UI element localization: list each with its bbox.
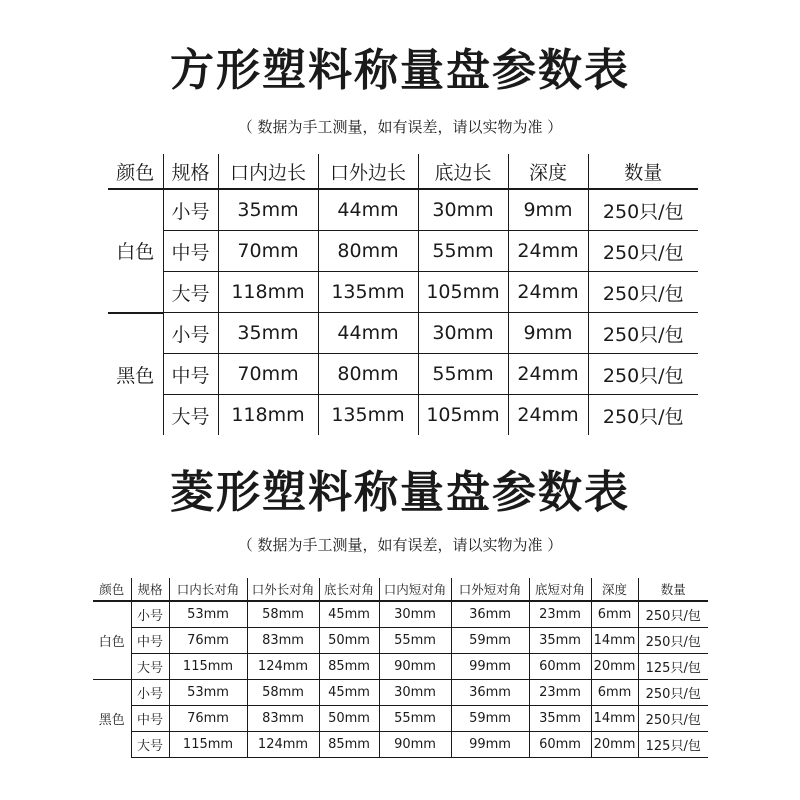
value-cell: 14mm	[591, 706, 638, 732]
value-cell: 80mm	[318, 354, 418, 395]
table-row	[93, 628, 708, 654]
size-cell: 小号	[131, 680, 169, 706]
value-cell: 14mm	[591, 628, 638, 654]
value-cell: 90mm	[379, 654, 451, 680]
value-cell: 250只/包	[638, 601, 708, 628]
value-cell: 115mm	[169, 654, 247, 680]
value-cell: 24mm	[508, 395, 588, 436]
color-group-cell: 黑色	[108, 313, 163, 436]
column-header: 数量	[638, 578, 708, 601]
value-cell: 30mm	[379, 680, 451, 706]
size-cell: 小号	[163, 313, 218, 354]
value-cell: 30mm	[418, 313, 508, 354]
table-row	[108, 395, 698, 436]
value-cell: 59mm	[451, 706, 529, 732]
value-cell: 135mm	[318, 272, 418, 313]
color-group-cell: 黑色	[93, 680, 131, 758]
value-cell: 83mm	[247, 628, 319, 654]
value-cell: 36mm	[451, 680, 529, 706]
color-group-cell: 白色	[108, 189, 163, 313]
diamond-tray-title: 菱形塑料称量盘参数表	[170, 467, 630, 518]
value-cell: 55mm	[379, 706, 451, 732]
column-header: 口外边长	[318, 154, 418, 189]
table-row	[93, 654, 708, 680]
value-cell: 250只/包	[588, 272, 698, 313]
diamond-tray-section	[0, 462, 800, 555]
value-cell: 60mm	[529, 654, 591, 680]
value-cell: 23mm	[529, 601, 591, 628]
value-cell: 6mm	[591, 601, 638, 628]
square-tray-section	[0, 40, 800, 137]
table-row	[93, 680, 708, 706]
table-row	[108, 313, 698, 354]
value-cell: 55mm	[418, 231, 508, 272]
value-cell: 55mm	[418, 354, 508, 395]
value-cell: 85mm	[319, 654, 379, 680]
column-header: 口外长对角	[247, 578, 319, 601]
value-cell: 135mm	[318, 395, 418, 436]
value-cell: 125只/包	[638, 654, 708, 680]
table-row	[93, 706, 708, 732]
table-header-row	[93, 578, 708, 601]
value-cell: 250只/包	[588, 189, 698, 231]
table-row	[108, 272, 698, 313]
table-row	[93, 732, 708, 758]
value-cell: 250只/包	[588, 231, 698, 272]
column-header: 口外短对角	[451, 578, 529, 601]
value-cell: 115mm	[169, 732, 247, 758]
size-cell: 中号	[163, 354, 218, 395]
column-header: 底短对角	[529, 578, 591, 601]
size-cell: 小号	[163, 189, 218, 231]
size-cell: 大号	[131, 732, 169, 758]
value-cell: 125只/包	[638, 732, 708, 758]
value-cell: 250只/包	[638, 680, 708, 706]
value-cell: 250只/包	[638, 706, 708, 732]
value-cell: 76mm	[169, 628, 247, 654]
value-cell: 80mm	[318, 231, 418, 272]
value-cell: 20mm	[591, 732, 638, 758]
table-row	[108, 354, 698, 395]
value-cell: 45mm	[319, 601, 379, 628]
column-header: 规格	[163, 154, 218, 189]
value-cell: 105mm	[418, 272, 508, 313]
size-cell: 大号	[131, 654, 169, 680]
value-cell: 58mm	[247, 680, 319, 706]
value-cell: 250只/包	[588, 313, 698, 354]
value-cell: 250只/包	[588, 395, 698, 436]
column-header: 数量	[588, 154, 698, 189]
color-group-cell: 白色	[93, 601, 131, 680]
value-cell: 53mm	[169, 680, 247, 706]
value-cell: 118mm	[218, 272, 318, 313]
value-cell: 105mm	[418, 395, 508, 436]
value-cell: 124mm	[247, 732, 319, 758]
value-cell: 99mm	[451, 732, 529, 758]
value-cell: 58mm	[247, 601, 319, 628]
size-cell: 中号	[131, 706, 169, 732]
column-header: 深度	[508, 154, 588, 189]
size-cell: 大号	[171, 405, 210, 428]
column-header: 底边长	[418, 154, 508, 189]
value-cell: 55mm	[379, 628, 451, 654]
size-cell: 中号	[163, 231, 218, 272]
value-cell: 70mm	[218, 231, 318, 272]
table-row	[108, 231, 698, 272]
value-cell: 23mm	[529, 680, 591, 706]
value-cell: 45mm	[319, 680, 379, 706]
table-header-row	[108, 154, 698, 189]
column-header: 深度	[591, 578, 638, 601]
column-header: 颜色	[108, 154, 163, 189]
value-cell: 59mm	[451, 628, 529, 654]
value-cell: 70mm	[218, 354, 318, 395]
size-cell: 中号	[131, 628, 169, 654]
value-cell: 6mm	[591, 680, 638, 706]
value-cell: 124mm	[247, 654, 319, 680]
diamond-measurement-note: （ 数据为手工测量，如有误差，请以实物为准 ）	[237, 536, 563, 554]
column-header: 规格	[131, 578, 169, 601]
column-header: 口内短对角	[379, 578, 451, 601]
value-cell: 83mm	[247, 706, 319, 732]
value-cell: 9mm	[508, 189, 588, 231]
size-cell: 大号	[163, 272, 218, 313]
value-cell: 24mm	[508, 231, 588, 272]
value-cell: 35mm	[529, 628, 591, 654]
value-cell: 35mm	[218, 189, 318, 231]
value-cell: 35mm	[529, 706, 591, 732]
value-cell: 30mm	[379, 601, 451, 628]
value-cell: 60mm	[529, 732, 591, 758]
column-header: 口内长对角	[169, 578, 247, 601]
value-cell: 99mm	[451, 654, 529, 680]
value-cell: 53mm	[169, 601, 247, 628]
value-cell: 24mm	[508, 272, 588, 313]
value-cell: 35mm	[218, 313, 318, 354]
value-cell: 118mm	[218, 395, 318, 436]
value-cell: 50mm	[319, 706, 379, 732]
value-cell: 36mm	[451, 601, 529, 628]
value-cell: 90mm	[379, 732, 451, 758]
value-cell: 250只/包	[638, 628, 708, 654]
column-header: 口内边长	[218, 154, 318, 189]
column-header: 颜色	[93, 578, 131, 601]
square-tray-table	[108, 154, 698, 435]
value-cell: 9mm	[508, 313, 588, 354]
value-cell: 44mm	[318, 189, 418, 231]
value-cell: 44mm	[318, 313, 418, 354]
square-measurement-note: （ 数据为手工测量，如有误差，请以实物为准 ）	[237, 118, 563, 136]
diamond-tray-table	[93, 578, 708, 758]
column-header: 底长对角	[319, 578, 379, 601]
value-cell: 20mm	[591, 654, 638, 680]
value-cell: 50mm	[319, 628, 379, 654]
value-cell: 85mm	[319, 732, 379, 758]
table-row	[108, 189, 698, 231]
value-cell: 24mm	[508, 354, 588, 395]
value-cell: 30mm	[418, 189, 508, 231]
value-cell: 250只/包	[588, 354, 698, 395]
size-cell: 小号	[131, 601, 169, 628]
square-tray-title: 方形塑料称量盘参数表	[170, 45, 630, 96]
table-row	[93, 601, 708, 628]
value-cell: 76mm	[169, 706, 247, 732]
